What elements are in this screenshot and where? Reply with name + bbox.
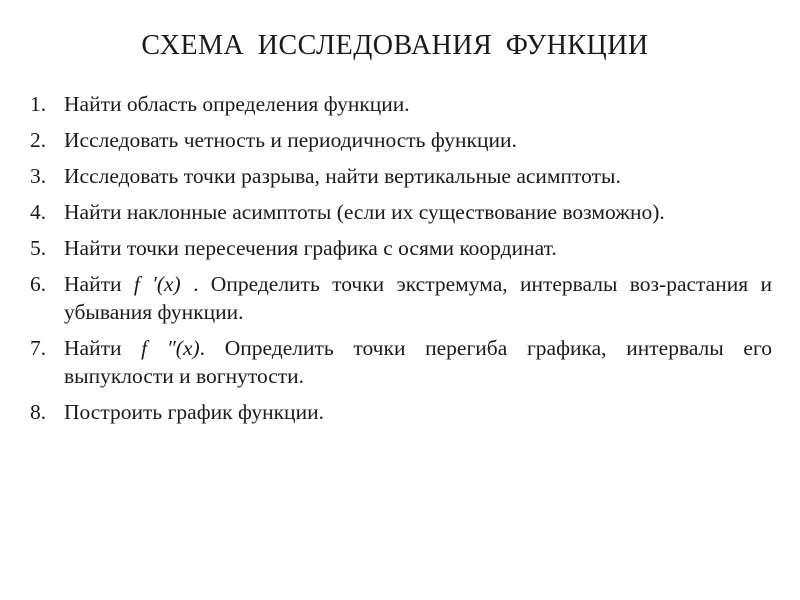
step-text: Найти область определения функции. <box>64 92 410 116</box>
step-text <box>64 334 772 390</box>
first-derivative-formula: f ′(x) <box>133 272 181 296</box>
step-number: 3. <box>30 164 47 188</box>
step-text <box>64 270 772 326</box>
step-number: 4. <box>30 200 47 224</box>
steps-list <box>30 90 772 434</box>
list-item <box>30 198 772 226</box>
step-text-before: Найти <box>64 336 142 360</box>
step-text: Найти наклонные асимптоты (если их существование возможно). <box>64 200 665 224</box>
page-title: СХЕМА ИССЛЕДОВАНИЯ ФУНКЦИИ <box>141 30 649 61</box>
step-text: Построить график функции. <box>64 400 324 424</box>
second-derivative-formula: f ″(x) <box>141 336 200 360</box>
list-item <box>30 162 772 190</box>
list-item <box>30 126 772 154</box>
step-number: 1. <box>30 92 47 116</box>
list-item <box>30 334 772 390</box>
step-text-before: Найти <box>64 272 134 296</box>
step-text: Исследовать четность и периодичность функции. <box>64 128 517 152</box>
step-number: 6. <box>30 272 47 296</box>
step-text-after: . Определить точки экстремума, интервалы воз-растания и убывания функции. <box>64 272 772 324</box>
list-item <box>30 234 772 262</box>
step-text: Исследовать точки разрыва, найти вертикальные асимптоты. <box>64 164 621 188</box>
step-number: 8. <box>30 400 47 424</box>
list-item <box>30 90 772 118</box>
step-text-after: . Определить точки перегиба графика, интервалы его выпуклости и вогнутости. <box>64 336 772 388</box>
step-text: Найти точки пересечения графика с осями координат. <box>64 236 557 260</box>
step-number: 7. <box>30 336 47 360</box>
step-number: 5. <box>30 236 47 260</box>
list-item <box>30 270 772 326</box>
step-number: 2. <box>30 128 47 152</box>
list-item <box>30 398 772 426</box>
